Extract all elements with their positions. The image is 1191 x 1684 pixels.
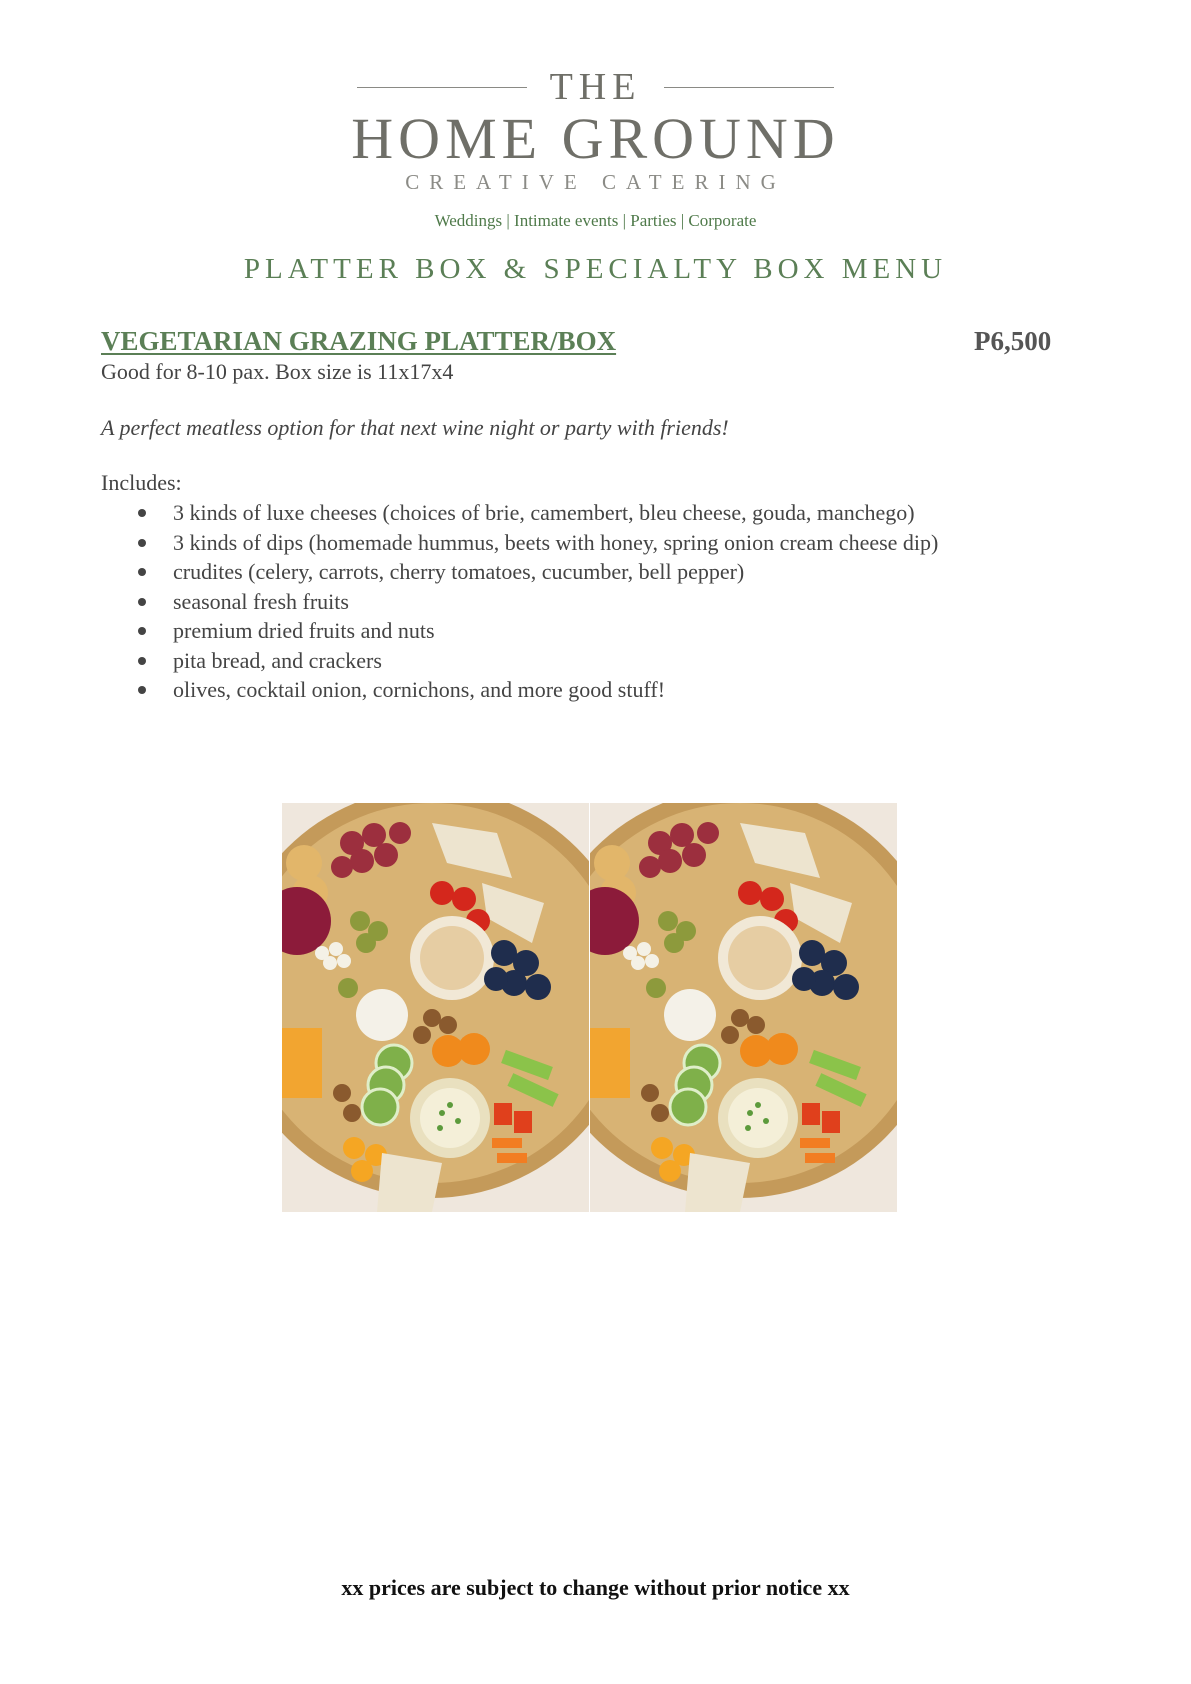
grazing-platter-photo-icon bbox=[590, 803, 897, 1212]
bullet-icon bbox=[138, 539, 146, 547]
includes-list bbox=[101, 501, 938, 708]
list-item bbox=[101, 501, 938, 531]
grazing-platter-photo-left bbox=[282, 803, 589, 1212]
list-item bbox=[101, 649, 938, 679]
includes-label: Includes: bbox=[101, 470, 182, 495]
list-item-text: pita bread, and crackers bbox=[173, 647, 382, 673]
item-pax: Good for 8-10 pax. Box size is 11x17x4 bbox=[101, 359, 454, 384]
logo-name: HOME GROUND bbox=[351, 106, 840, 171]
tagline: Weddings | Intimate events | Parties | Corporate bbox=[434, 211, 757, 230]
brand-logo bbox=[0, 60, 1191, 200]
list-item-text: seasonal fresh fruits bbox=[173, 588, 349, 614]
bullet-icon bbox=[138, 657, 146, 665]
item-title: VEGETARIAN GRAZING PLATTER/BOX bbox=[101, 326, 617, 356]
item-description: A perfect meatless option for that next wine night or party with friends! bbox=[101, 415, 729, 440]
list-item-text: crudites (celery, carrots, cherry tomatoes, cucumber, bell pepper) bbox=[173, 559, 745, 584]
grazing-platter-photo-icon bbox=[282, 803, 589, 1212]
bullet-icon bbox=[138, 627, 146, 635]
list-item-text: olives, cocktail onion, cornichons, and more good stuff! bbox=[173, 677, 666, 702]
list-item bbox=[101, 678, 938, 708]
bullet-icon bbox=[138, 509, 146, 517]
list-item-text: 3 kinds of dips (homemade hummus, beets with honey, spring onion cream cheese dip) bbox=[173, 529, 939, 555]
bullet-icon bbox=[138, 686, 146, 694]
list-item bbox=[101, 590, 938, 620]
list-item bbox=[101, 619, 938, 649]
grazing-platter-photo-right bbox=[590, 803, 897, 1212]
list-item bbox=[101, 560, 938, 590]
logo-subtitle: CREATIVE CATERING bbox=[405, 170, 786, 194]
menu-title: PLATTER BOX & SPECIALTY BOX MENU bbox=[243, 253, 948, 285]
bullet-icon bbox=[138, 598, 146, 606]
list-item-text: premium dried fruits and nuts bbox=[173, 618, 435, 643]
list-item-text: 3 kinds of luxe cheeses (choices of brie, camembert, bleu cheese, gouda, manchego) bbox=[173, 500, 915, 525]
item-price: P6,500 bbox=[974, 326, 1052, 356]
price-disclaimer: xx prices are subject to change without prior notice xx bbox=[341, 1575, 850, 1600]
list-item bbox=[101, 531, 938, 561]
bullet-icon bbox=[138, 568, 146, 576]
logo-the: THE bbox=[549, 66, 642, 108]
